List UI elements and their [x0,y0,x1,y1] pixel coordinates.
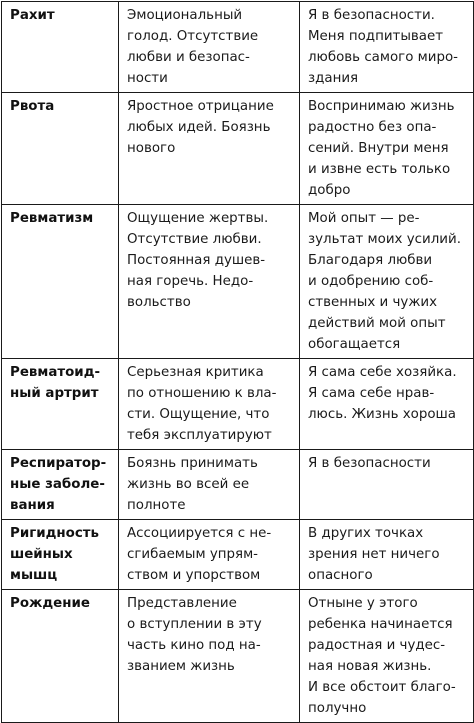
probable-cause-line: жизнь во всей ее [127,477,250,492]
probable-cause-line: званием жизнь [127,659,235,674]
table-row [2,359,474,450]
probable-cause-cell [119,450,300,520]
probable-cause-line: ством и упорством [127,568,261,583]
affirmation-line: Я в безопасности. [308,8,435,23]
table-row [2,520,474,590]
affirmation-cell [300,590,474,723]
affirmation-line: здания [308,71,359,86]
affirmation-line: и одобрению соб- [308,274,434,289]
probable-cause-line: Ощущение жертвы. [127,211,269,226]
affirmation-line: И все обстоит благо- [308,680,456,695]
affirmation-cell [300,520,474,590]
affirmation-line: зультат моих усилий. [308,232,461,247]
ailment-name-cell [2,590,119,723]
probable-cause-line: Яростное отрицание [127,99,274,114]
affirmation-line: любовь самого миро- [308,50,458,65]
affirmation-line: и извне есть только [308,162,451,177]
ailment-name-line: вания [10,498,55,513]
affirmation-cell [300,450,474,520]
probable-cause-line: Постоянная душев- [127,253,266,268]
table-row [2,93,474,205]
ailment-name-line: Рвота [10,99,55,114]
ailment-name-line: Ревматизм [10,211,94,226]
probable-cause-line: ности [127,71,168,86]
affirmation-line: добро [308,183,351,198]
probable-cause-line: ная горечь. Недо- [127,274,254,289]
probable-cause-line: Серьезная критика [127,365,264,380]
probable-cause-line: Эмоциональный [127,8,243,23]
probable-cause-line: Боязнь принимать [127,456,258,471]
ailment-name-cell [2,520,119,590]
probable-cause-cell [119,205,300,359]
affirmation-cell [300,359,474,450]
affirmation-line: Я сама себе хозяйка. [308,365,457,380]
probable-cause-line: по отношению к вла- [127,386,277,401]
affirmation-line: радостно без опа- [308,120,437,135]
affirmation-cell [300,93,474,205]
ailment-name-line: шейных [10,547,73,562]
probable-cause-line: Представление [127,596,237,611]
affirmation-line: Я в безопасности [308,456,431,471]
ailment-name-line: Ревматоид- [10,365,101,380]
probable-cause-line: Отсутствие любви. [127,232,262,247]
affirmation-line: В других точках [308,526,424,541]
ailment-name-line: ный артрит [10,386,99,401]
affirmation-line: обогащается [308,337,401,352]
table-row [2,590,474,723]
ailment-name-line: мышц [10,568,58,583]
probable-cause-line: тебя эксплуатируют [127,428,272,443]
affirmation-line: опасного [308,568,373,583]
affirmation-cell [300,205,474,359]
probable-cause-cell [119,93,300,205]
probable-cause-line: нового [127,141,176,156]
probable-cause-cell [119,590,300,723]
table-row [2,450,474,520]
affirmation-line: действий мой опыт [308,316,446,331]
table-body [2,2,474,723]
probable-cause-line: полноте [127,498,186,513]
probable-cause-line: сгибаемым упрям- [127,547,259,562]
ailment-name-line: ные заболе- [10,477,105,492]
ailment-name-cell [2,450,119,520]
affirmation-line: Я сама себе нрав- [308,386,435,401]
table-row [2,205,474,359]
ailment-name-line: Рождение [10,596,90,611]
probable-cause-line: о вступлении в эту [127,617,262,632]
affirmation-line: ребенка начинается [308,617,453,632]
ailments-table [1,1,474,723]
probable-cause-cell [119,520,300,590]
ailment-name-cell [2,2,119,93]
probable-cause-cell [119,2,300,93]
affirmation-cell [300,2,474,93]
ailment-name-line: Ригидность [10,526,100,541]
affirmation-line: люсь. Жизнь хороша [308,407,457,422]
probable-cause-line: Ассоциируется с не- [127,526,272,541]
ailment-name-cell [2,93,119,205]
table-row [2,2,474,93]
probable-cause-line: часть кино под на- [127,638,261,653]
affirmation-line: получно [308,701,367,716]
affirmation-line: Мой опыт — ре- [308,211,420,226]
affirmation-line: зрения нет ничего [308,547,440,562]
affirmation-line: Отныне у этого [308,596,418,611]
ailment-name-cell [2,205,119,359]
affirmation-line: ственных и чужих [308,295,438,310]
ailment-name-line: Рахит [10,8,55,23]
affirmation-line: Благодаря любви [308,253,433,268]
affirmation-line: сений. Внутри меня [308,141,449,156]
affirmation-line: ная новая жизнь. [308,659,432,674]
probable-cause-line: сти. Ощущение, что [127,407,270,422]
ailment-name-line: Респиратор- [10,456,107,471]
ailment-name-cell [2,359,119,450]
affirmation-line: Воспринимаю жизнь [308,99,455,114]
probable-cause-line: любви и безопас- [127,50,250,65]
probable-cause-line: голод. Отсутствие [127,29,259,44]
probable-cause-cell [119,359,300,450]
probable-cause-line: любых идей. Боязнь [127,120,271,135]
probable-cause-line: вольство [127,295,191,310]
affirmation-line: Меня подпитывает [308,29,444,44]
affirmation-line: радостная и чудес- [308,638,446,653]
